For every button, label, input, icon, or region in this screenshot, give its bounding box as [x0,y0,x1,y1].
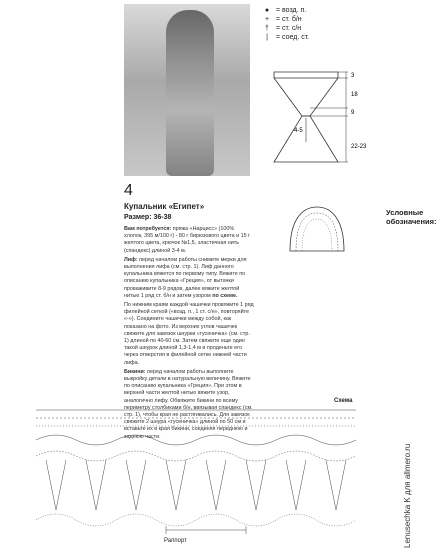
legend-row [262,24,402,33]
lif-head: Лиф: [124,256,138,263]
dim-label-lower: 9 [351,110,355,116]
materials-text: пряжа «Нарцисс» (100% хлопок, 395 м/100 г) - 80 г бирюзового цвета и 15 г желтого цвета, крючок №1,5, эластичная нить (спандекс) длиной 3-4 м. [124,226,251,254]
dim-label-mid: 18 [351,92,358,98]
cup-crochet-chart [282,203,352,255]
dim-label-bottom: 22-23 [351,144,367,150]
cups-paragraph: По нижним краям каждой чашечки провяжите 1 ряд филейной сеткой («возд. п., 1 ст. с/н», повторяйте «-»). Соедините чашечки между собой, как показано на фото. Из верхних углов чашечек свяжите для завязок шнурки «гусеничка» (см. стр. 1) длиной по 40-60 см. Затем свяжите еще один такой шнурок длиной 1,3-1,4 м и проденьте его через отверстия в филейной сетке нижней части лифа. [124,302,254,366]
dim-label-neck: 4-5 [294,128,303,134]
legend-symbol: + [264,16,270,23]
model-photo [124,4,250,176]
lif-paragraph [124,257,254,300]
pattern-number: 4 [124,182,133,199]
watermark-text: Lenusechka K для allmero.ru [403,443,412,548]
legend-label: = ст. с/н [276,25,302,32]
legend-label: = ст. б/н [276,16,302,23]
dim-label-top: 3 [351,73,355,79]
scheme-label: Схема [334,398,353,404]
legend-label: = соед. ст. [276,34,310,41]
bikini-text: перед началом работы выполните выкройку детали в натуральную величину. Вяжите по описанию купальника «Греция». При этом в верхней части желтой нитью вяжите узор, аналогично лифу. Обвяжите бикини по всему периметру столбиками б/н, ввязывая спандекс (см. стр. 1), чтобы края не растягивались. Для завязок свяжите 2 шнура «гусеничка» длиной по 50 см и вставьте их в края бикини, соединяя переднюю и заднюю части. [124,368,253,440]
crochet-edging-chart [36,400,356,538]
materials-head: Вам потребуется: [124,226,172,232]
size-label: Размер: 36-38 [124,214,172,221]
model-figure [166,10,214,176]
legend-title: Условные обозначения: [386,208,436,226]
lif-scheme-ref: по схеме. [212,292,238,299]
watermark [400,420,414,550]
rapport-label: Раппорт [164,538,187,544]
materials-paragraph [124,226,254,255]
bikini-head: Бикини: [124,368,146,375]
legend-label: = возд. п. [276,7,307,14]
legend-symbol: † [265,25,269,32]
pattern-title: Купальник «Египет» [124,202,205,211]
legend-row [262,33,402,42]
legend-symbol: ● [264,7,270,14]
legend-row [262,15,402,24]
legend-row [262,6,402,15]
legend-symbol: | [266,34,268,41]
lif-text: перед началом работы снимите мерки для выполнения лифа (см. стр. 1). Лиф данного купальника вяжется по первому типу. Вяжите по описанию купальника «Греция», от вытачки проваживите 8-9 рядов, далее вяжите желтой нитью 1 ряд ст. б/н и затем узором [124,256,247,299]
cup-pattern-diagram [268,66,408,206]
